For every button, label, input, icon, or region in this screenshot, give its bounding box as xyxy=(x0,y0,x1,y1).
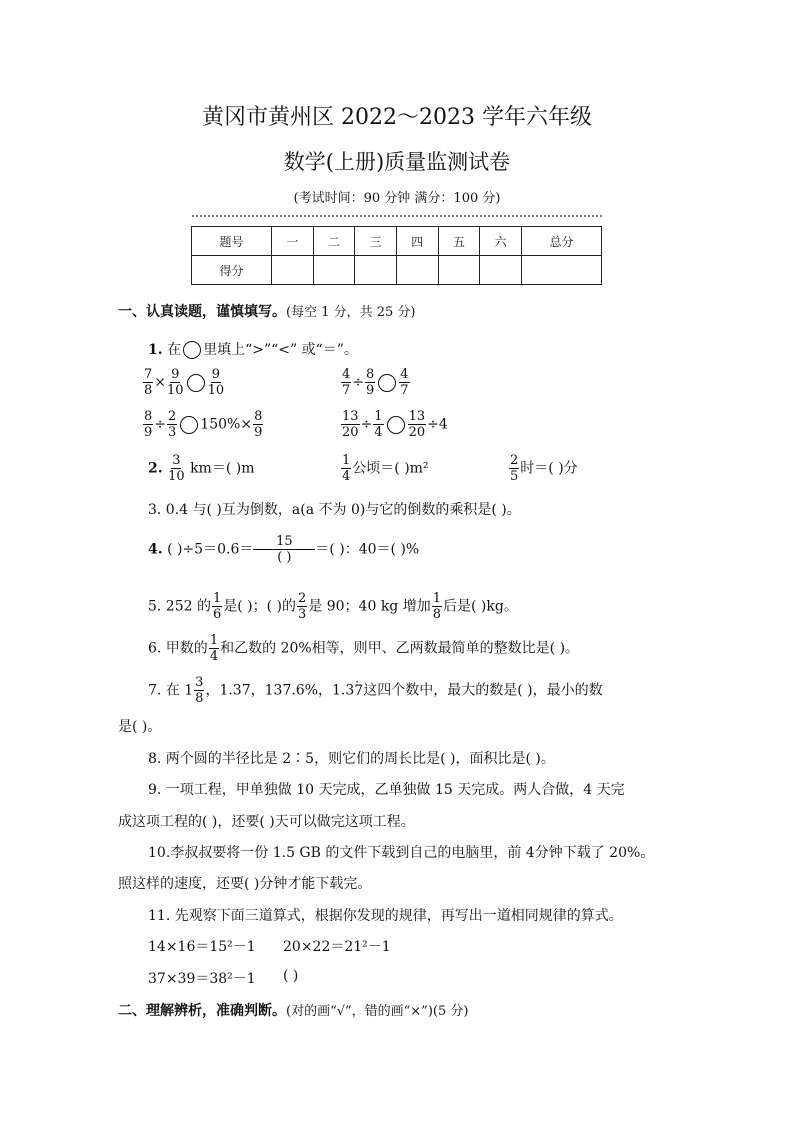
q1-item-a: $\frac{7}{8}$ × $\frac{9}{10}$ $\frac{9}{10}$ xyxy=(144,367,225,398)
repeating-digit: · 7 xyxy=(354,683,363,699)
compare-circle[interactable] xyxy=(180,416,198,434)
fraction: $\frac{8}{9}$ xyxy=(254,409,263,440)
question-9-line1: 9. 一项工程，甲单独做 10 天完成，乙单独做 15 天完成。两人合做，4 天完 xyxy=(148,782,625,798)
q1-item-d: $\frac{13}{20}$ ÷ $\frac{1}{4}$ $\frac{13}{20}$ ÷4 xyxy=(342,409,448,440)
fraction: $\frac{1}{4}$ xyxy=(374,409,383,440)
fraction: $\frac{2}{3}$ xyxy=(168,409,177,440)
q11-eq3: 37×39＝38²－1 xyxy=(148,971,256,987)
score-row-label: 得分 xyxy=(192,256,272,285)
fraction: $\frac{8}{9}$ xyxy=(144,409,153,440)
q11-eq1: 14×16＝15²－1 xyxy=(148,939,256,955)
fraction: $\frac{1}{6}$ xyxy=(212,591,222,622)
fraction: $\frac{9}{10}$ xyxy=(167,367,184,398)
question-2b: $\frac{1}{4}$ 公顷＝( )m² xyxy=(342,453,429,484)
q11-eq2: 20×22＝21²－1 xyxy=(283,939,391,955)
score-header-cell: 四 xyxy=(396,227,438,256)
compare-circle[interactable] xyxy=(378,374,396,392)
q1-text-b: 里填上“>”“<” 或“＝”。 xyxy=(203,342,358,358)
fraction: $\frac{2}{5}$ xyxy=(510,453,519,484)
score-header-cell: 三 xyxy=(355,227,397,256)
question-2: 2. $\frac{3}{10}$ km＝( )m xyxy=(148,453,255,484)
q1-item-c: $\frac{8}{9}$ ÷ $\frac{2}{3}$ 150%× $\frac{8}{9}$ xyxy=(144,409,263,440)
section1-title: 一、认真读题，谨慎填写。 xyxy=(118,304,286,320)
exam-title-line2: 数学(上册)质量监测试卷 xyxy=(283,150,511,174)
score-table xyxy=(191,226,602,285)
section2-note: (对的画“√”，错的画“×”)(5 分) xyxy=(286,1004,469,1019)
fraction: $\frac{1}{4}$ xyxy=(342,453,351,484)
fraction: $\frac{4}{7}$ xyxy=(400,367,409,398)
score-header-cell: 二 xyxy=(313,227,355,256)
question-8: 8. 两个圆的半径比是 2∶5，则它们的周长比是( )，面积比是( )。 xyxy=(148,751,555,767)
section1-note: (每空 1 分，共 25 分) xyxy=(286,305,416,320)
score-header-cell: 总分 xyxy=(521,227,601,256)
question-1 xyxy=(148,339,358,359)
score-cell[interactable] xyxy=(313,256,355,285)
fraction: $\frac{13}{20}$ xyxy=(408,409,426,440)
compare-circle[interactable] xyxy=(187,374,205,392)
score-table-header-row xyxy=(192,227,602,256)
score-header-cell: 五 xyxy=(438,227,480,256)
fraction: $\frac{3}{8}$ xyxy=(195,675,204,706)
fraction: $\frac{3}{10}$ xyxy=(168,453,185,484)
q1-text-a: 在 xyxy=(167,342,182,358)
q1-number: 1. xyxy=(148,342,163,358)
question-3: 3. 0.4 与( )互为倒数，a(a 不为 0)与它的倒数的乘积是( )。 xyxy=(148,502,521,518)
fraction: $\frac{2}{3}$ xyxy=(298,591,307,622)
score-table-score-row xyxy=(192,256,602,285)
question-7-line2: 是( )。 xyxy=(118,719,162,735)
section1-heading xyxy=(118,301,416,321)
circle-blank-icon xyxy=(183,341,201,359)
fraction: $\frac{1}{4}$ xyxy=(209,633,219,664)
score-cell[interactable] xyxy=(355,256,397,285)
exam-title-line1: 黄冈市黄州区 2022～2023 学年六年级 xyxy=(202,105,592,130)
question-5: 5. 252 的 $\frac{1}{6}$ 是( )；( )的 $\frac{2}{3}$ 是 90；40 kg 增加 $\frac{1}{8}$ 后是( )kg。 xyxy=(148,591,518,622)
question-6: 6. 甲数的 $\frac{1}{4}$ 和乙数的 20%相等，则甲、乙两数最简单的整数比是( )。 xyxy=(148,633,580,664)
fraction: $\frac{1}{8}$ xyxy=(432,591,442,622)
question-9-line2: 成这项工程的( )，还要( )天可以做完这项工程。 xyxy=(118,814,415,830)
question-2c: $\frac{2}{5}$ 时＝( )分 xyxy=(510,453,578,484)
section2-heading xyxy=(118,1000,468,1020)
score-cell[interactable] xyxy=(521,256,601,285)
question-10-line1: 10.李叔叔要将一份 1.5 GB 的文件下载到自己的电脑里，前 4分钟下载了 20%。 xyxy=(148,845,655,861)
score-cell[interactable] xyxy=(272,256,314,285)
fraction: $\frac{15}{( )}$ xyxy=(254,535,314,564)
score-cell[interactable] xyxy=(480,256,522,285)
q11-answer-blank[interactable]: ( ) xyxy=(283,968,299,984)
question-10-line2: 照这样的速度，还要( )分钟才能下载完。 xyxy=(118,876,372,892)
question-7: 7. 在 1 $\frac{3}{8}$ ，1.37，137.6%，1.3· 7这四个数中，最大的数是( )，最小的数 xyxy=(148,676,603,705)
score-header-cell: 题号 xyxy=(192,227,272,256)
question-11-line1: 11. 先观察下面三道算式，根据你发现的规律，再写出一道相同规律的算式。 xyxy=(148,908,623,924)
section2-title: 二、理解辨析，准确判断。 xyxy=(118,1003,286,1019)
dotted-divider xyxy=(192,215,602,217)
score-cell[interactable] xyxy=(396,256,438,285)
fraction: $\frac{7}{8}$ xyxy=(144,367,153,398)
fraction: $\frac{4}{7}$ xyxy=(342,367,351,398)
score-header-cell: 六 xyxy=(480,227,522,256)
score-cell[interactable] xyxy=(438,256,480,285)
fraction: $\frac{8}{9}$ xyxy=(366,367,375,398)
score-header-cell: 一 xyxy=(272,227,314,256)
question-4: 4. ( )÷5＝0.6＝ $\frac{15}{( )}$ ＝( )：40＝( )% xyxy=(148,534,420,565)
fraction: $\frac{13}{20}$ xyxy=(342,409,359,440)
fraction: $\frac{9}{10}$ xyxy=(207,367,225,398)
compare-circle[interactable] xyxy=(387,416,405,434)
exam-info: (考试时间：90 分钟 满分：100 分) xyxy=(293,191,501,206)
q1-item-b: $\frac{4}{7}$ ÷ $\frac{8}{9}$ $\frac{4}{7}$ xyxy=(342,367,409,398)
